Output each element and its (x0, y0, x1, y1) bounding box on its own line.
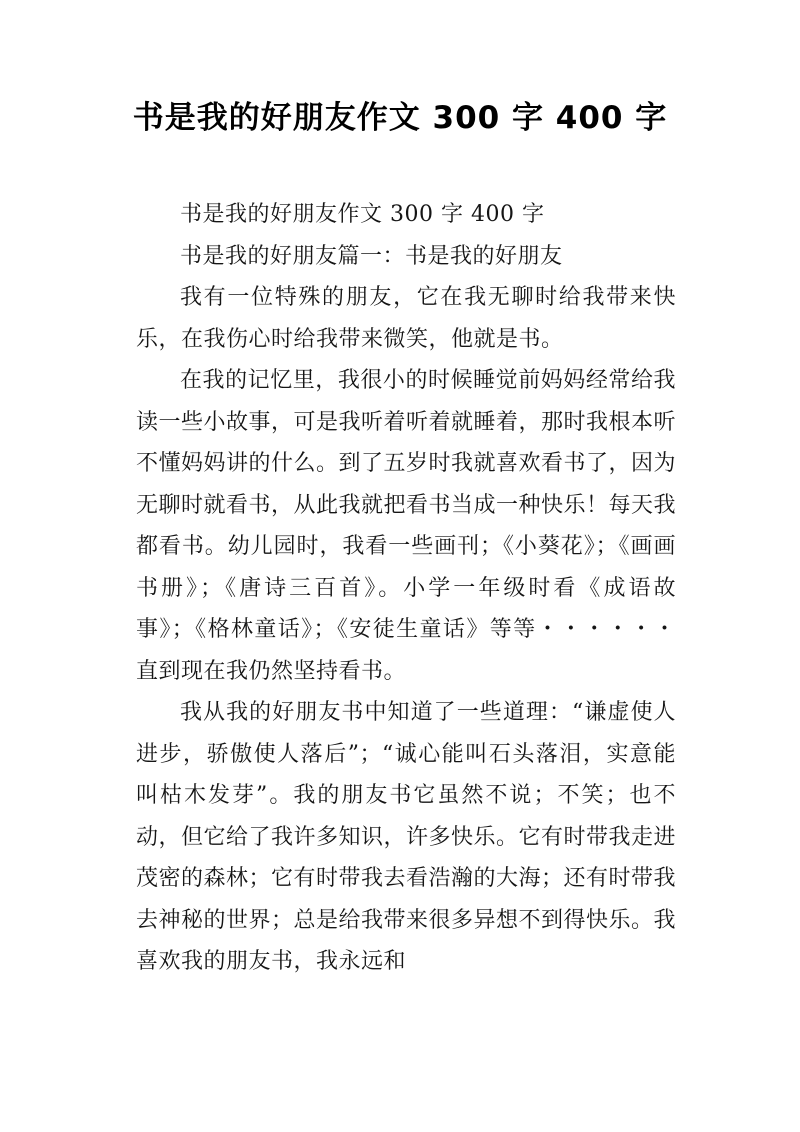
paragraph-section-heading: 书是我的好朋友篇一：书是我的好朋友 (180, 243, 563, 269)
paragraph: 我从我的好朋友书中知道了一些道理：“谦虚使人进步，骄傲使人落后”；“诚心能叫石头落泪，实意能叫枯木发芽”。我的朋友书它虽然不说；不笑；也不动，但它给了我许多知识，许多快乐。它有时带我走进茂密的森林；它有时带我去看浩瀚的大海；还有时带我去神秘的世界；总是给我带来很多异想不到得快乐。我喜欢我的朋友书，我永远和 (136, 700, 677, 974)
paragraph: 在我的记忆里，我很小的时候睡觉前妈妈经常给我读一些小故事，可是我听着听着就睡着，那时我根本听不懂妈妈讲的什么。到了五岁时我就喜欢看书了，因为无聊时就看书，从此我就把看书当成一种快乐！每天我都看书。幼儿园时，我看一些画刊；《小葵花》；《画画书册》；《唐诗三百首》。小学一年级时看《成语故事》；《格林童话》；《安徒生童话》等等・・・・・・直到现在我仍然坚持看书。 (136, 368, 677, 684)
paragraph: 我有一位特殊的朋友，它在我无聊时给我带来快乐，在我伤心时给我带来微笑，他就是书。 (136, 285, 676, 352)
document-body (136, 194, 676, 983)
paragraph-subtitle: 书是我的好朋友作文 300 字 400 字 (180, 202, 545, 227)
document-title: 书是我的好朋友作文 300 字 400 字 (132, 100, 668, 136)
